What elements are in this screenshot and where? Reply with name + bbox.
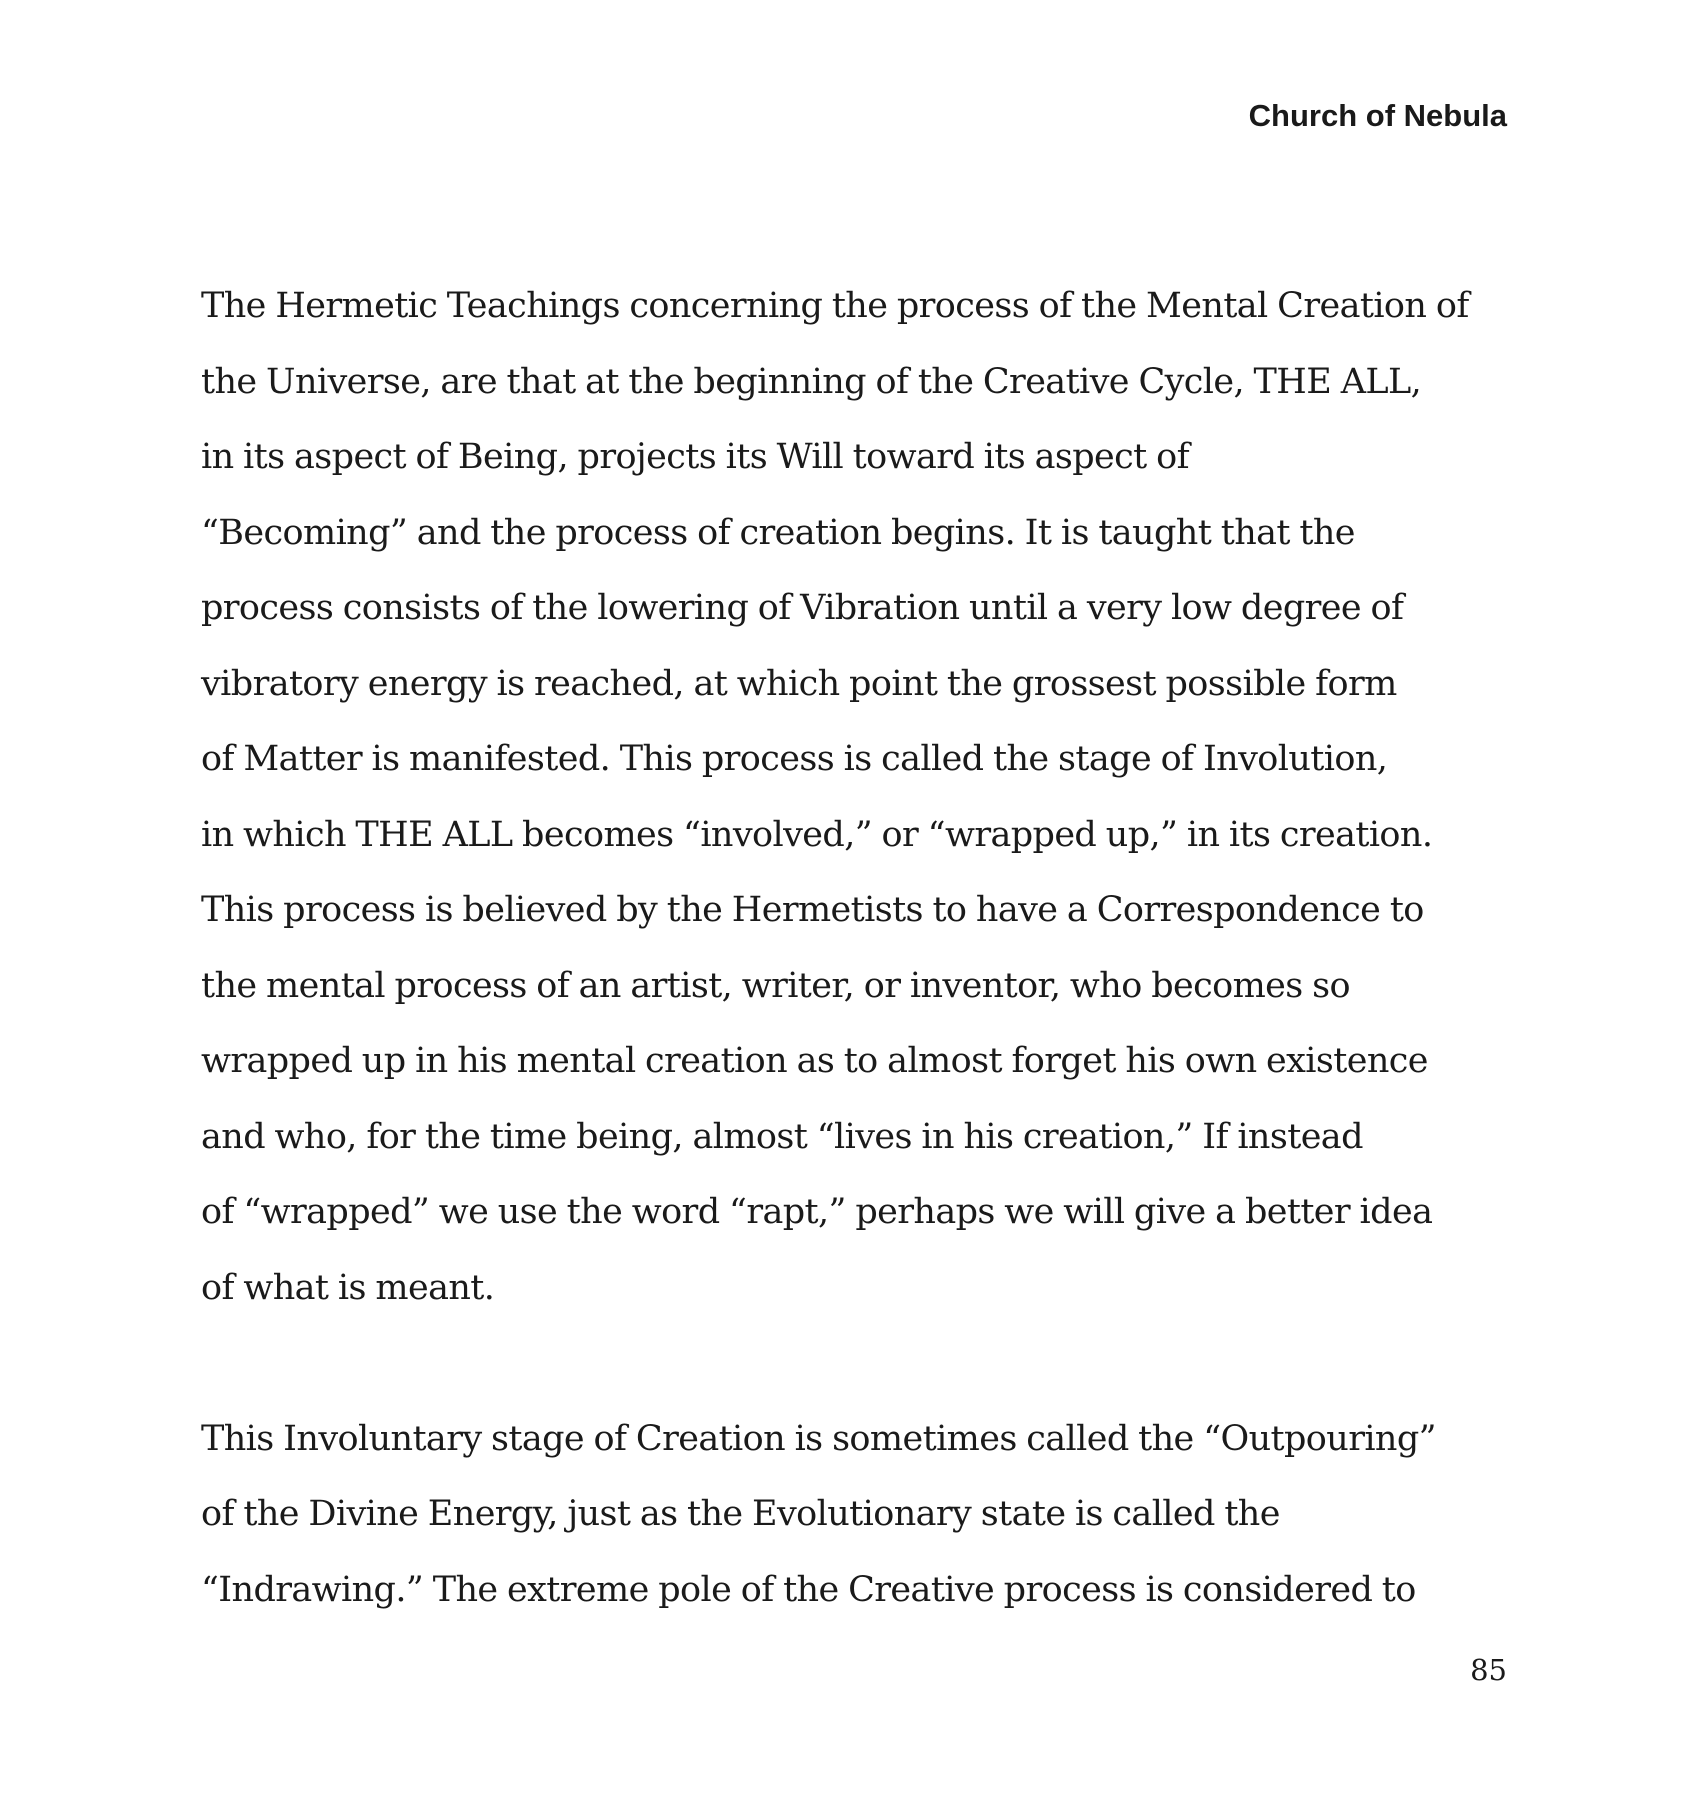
text-line: wrapped up in his mental creation as to almost forget his own existence: [201, 1041, 1428, 1081]
text-line: This Involuntary stage of Creation is sometimes called the “Outpouring”: [201, 1418, 1436, 1459]
text-line: in which THE ALL becomes “involved,” or “wrapped up,” in its creation.: [201, 814, 1433, 855]
body-text: [201, 269, 1521, 1628]
page-number: 85: [1470, 1653, 1507, 1687]
text-line: “Indrawing.” The extreme pole of the Creative process is considered to: [201, 1569, 1416, 1610]
text-line: This process is believed by the Hermetists to have a Correspondence to: [201, 890, 1424, 930]
paragraph-2: [201, 1402, 1521, 1629]
text-line: The Hermetic Teachings concerning the process of the Mental Creation of: [201, 286, 1469, 326]
text-line: in its aspect of Being, projects its Will toward its aspect of: [201, 437, 1189, 477]
text-line: of “wrapped” we use the word “rapt,” perhaps we will give a better idea: [201, 1192, 1433, 1232]
text-line: and who, for the time being, almost “lives in his creation,” If instead: [201, 1116, 1363, 1157]
running-header: Church of Nebula: [1248, 98, 1507, 133]
text-line: of what is meant.: [201, 1267, 495, 1308]
text-line: the mental process of an artist, writer, or inventor, who becomes so: [201, 965, 1351, 1006]
text-line: of Matter is manifested. This process is called the stage of Involution,: [201, 739, 1388, 779]
text-line: “Becoming” and the process of creation begins. It is taught that the: [201, 512, 1355, 553]
text-line: vibratory energy is reached, at which point the grossest possible form: [201, 663, 1397, 704]
text-line: process consists of the lowering of Vibration until a very low degree of: [201, 588, 1404, 628]
paragraph-1: [201, 269, 1521, 1326]
text-line: the Universe, are that at the beginning of the Creative Cycle, THE ALL,: [201, 361, 1422, 402]
text-line: of the Divine Energy, just as the Evolutionary state is called the: [201, 1494, 1280, 1534]
